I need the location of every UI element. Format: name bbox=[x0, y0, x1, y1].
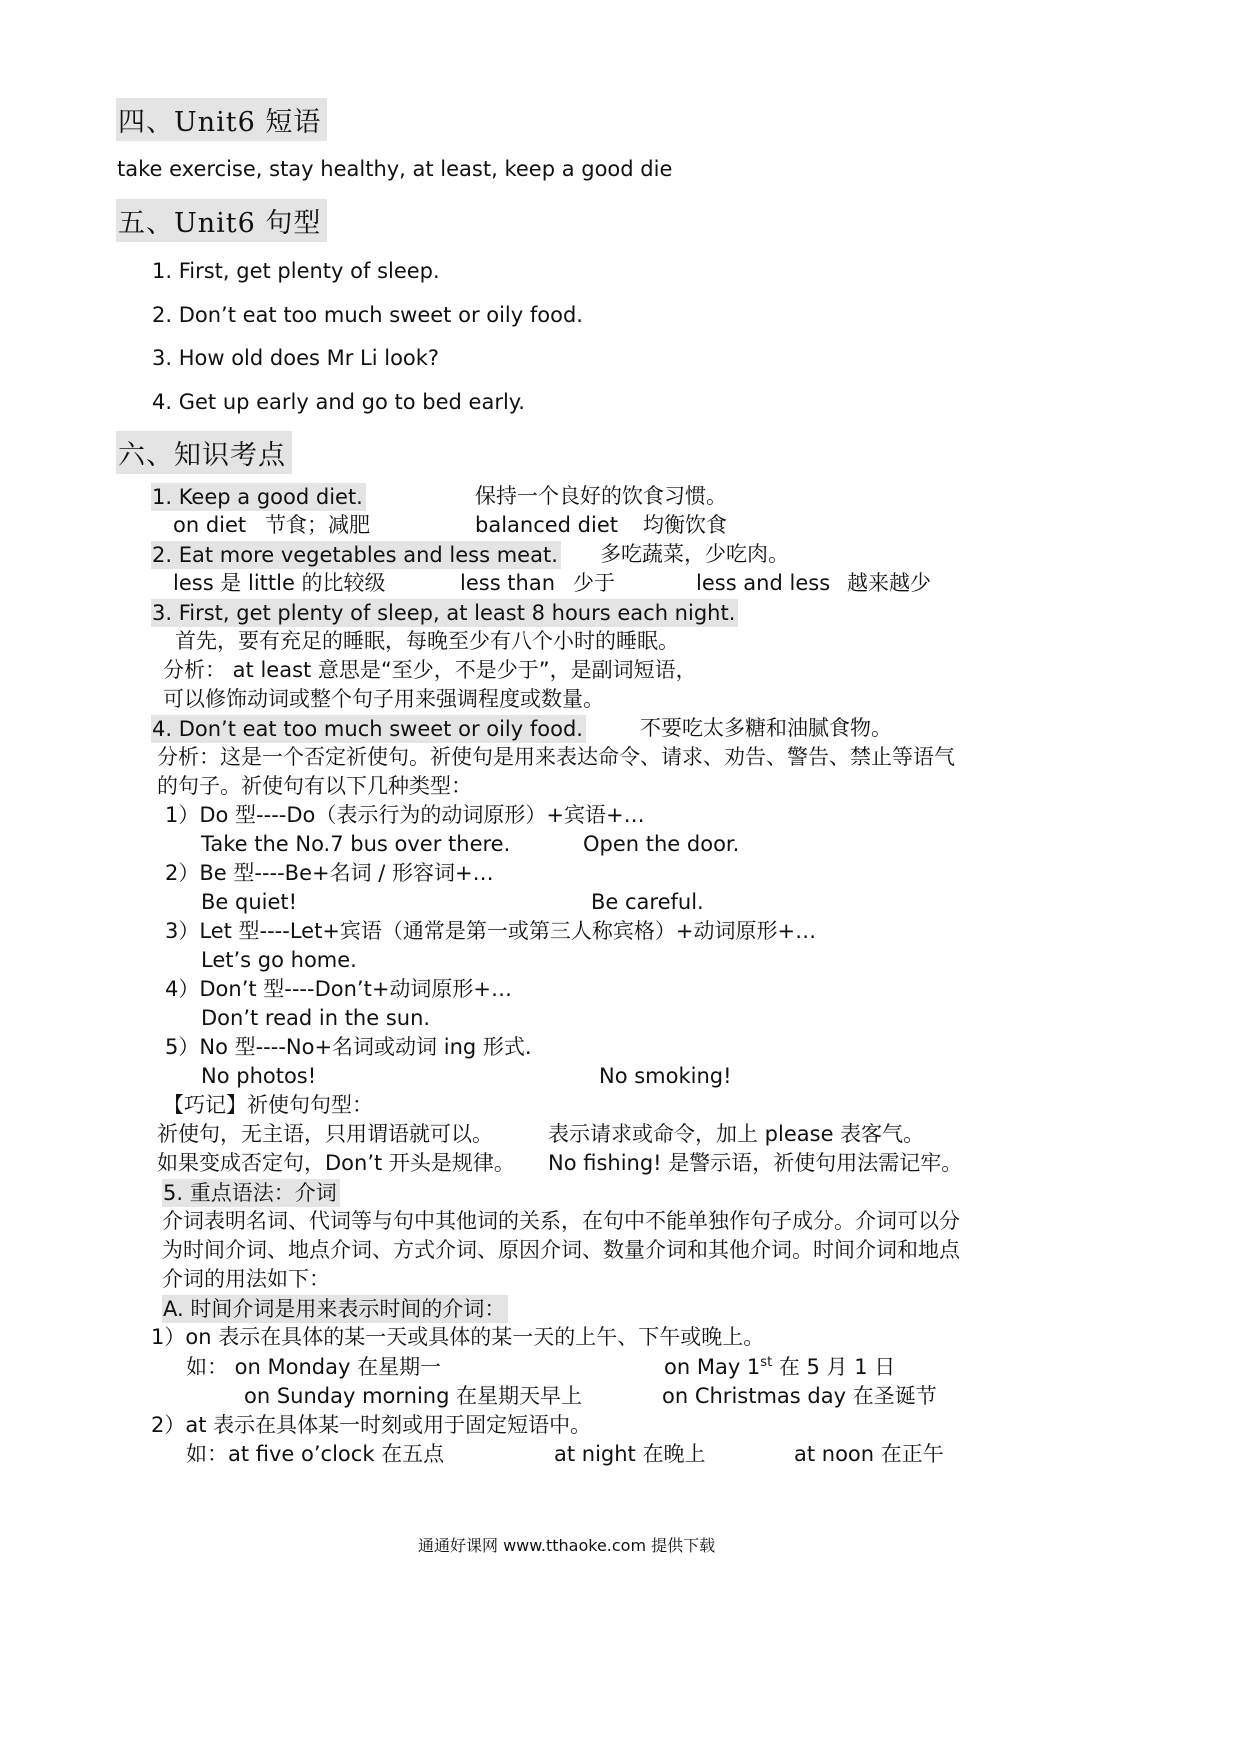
tip-line: 表示请求或命令，加上 please 表客气。 bbox=[548, 1122, 925, 1146]
section-4-title: 四、Unit6 短语 bbox=[116, 98, 327, 141]
point-2-en: 2. Eat more vegetables and less meat. bbox=[151, 541, 561, 569]
point-2-phrase-cn: 越来越少 bbox=[847, 571, 931, 595]
on-example: 如： on Monday 在星期一 bbox=[186, 1355, 442, 1379]
type-1-example: Take the No.7 bus over there. bbox=[201, 832, 511, 856]
point-1-en: 1. Keep a good diet. bbox=[151, 483, 366, 511]
grammar-text: 为时间介词、地点介词、方式介词、原因介词、数量介词和其他介词。时间介词和地点 bbox=[162, 1238, 960, 1262]
at-rule: 2）at 表示在具体某一时刻或用于固定短语中。 bbox=[151, 1413, 592, 1437]
point-4-en: 4. Don’t eat too much sweet or oily food. bbox=[151, 715, 586, 743]
on-example: on Sunday morning 在星期天早上 bbox=[244, 1384, 583, 1408]
grammar-title: 5. 重点语法：介词 bbox=[162, 1179, 340, 1207]
tip-line: 祈使句，无主语，只用谓语就可以。 bbox=[157, 1122, 493, 1146]
section-4-phrases: take exercise, stay healthy, at least, keep a good die bbox=[117, 157, 673, 181]
point-2-phrase-cn: 少于 bbox=[573, 571, 615, 595]
point-4-analysis: 分析：这是一个否定祈使句。祈使句是用来表达命令、请求、劝告、警告、禁止等语气 bbox=[157, 745, 955, 769]
type-5-example: No photos! bbox=[201, 1064, 317, 1088]
on-example: on Christmas day 在圣诞节 bbox=[662, 1384, 937, 1408]
type-1-rule: 1）Do 型----Do（表示行为的动词原形）+宾语+… bbox=[165, 803, 645, 827]
tip-title: 【巧记】祈使句句型： bbox=[163, 1093, 373, 1117]
type-1-example: Open the door. bbox=[583, 832, 740, 856]
grammar-subtitle: A. 时间介词是用来表示时间的介词： bbox=[162, 1295, 508, 1323]
point-3-cn: 首先，要有充足的睡眠，每晚至少有八个小时的睡眠。 bbox=[175, 629, 679, 653]
point-1-phrase-cn: 节食；减肥 bbox=[265, 513, 370, 537]
on-example: on May 1st 在 5 月 1 日 bbox=[664, 1355, 896, 1379]
point-2-note: less 是 little 的比较级 bbox=[173, 571, 386, 595]
grammar-text: 介词的用法如下： bbox=[162, 1267, 330, 1291]
point-3-analysis: 分析： at least 意思是“至少，不是少于”，是副词短语， bbox=[163, 658, 697, 682]
grammar-text: 介词表明名词、代词等与句中其他词的关系，在句中不能单独作句子成分。介词可以分 bbox=[162, 1209, 960, 1233]
point-1-phrase-cn: 均衡饮食 bbox=[643, 513, 727, 537]
point-2-phrase: less than bbox=[460, 571, 556, 595]
on-rule: 1）on 表示在具体的某一天或具体的某一天的上午、下午或晚上。 bbox=[151, 1325, 765, 1349]
sentence-item: 4. Get up early and go to bed early. bbox=[152, 390, 525, 414]
type-5-example: No smoking! bbox=[599, 1064, 732, 1088]
point-1-phrase: balanced diet bbox=[475, 513, 619, 537]
tip-line: No fishing! 是警示语，祈使句用法需记牢。 bbox=[548, 1151, 963, 1175]
type-3-rule: 3）Let 型----Let+宾语（通常是第一或第三人称宾格）+动词原形+… bbox=[165, 919, 817, 943]
section-5-title: 五、Unit6 句型 bbox=[116, 199, 327, 242]
sentence-item: 3. How old does Mr Li look? bbox=[152, 346, 440, 370]
type-2-rule: 2）Be 型----Be+名词 / 形容词+… bbox=[165, 861, 494, 885]
point-1-phrase: on diet bbox=[173, 513, 247, 537]
type-2-example: Be quiet! bbox=[201, 890, 298, 914]
type-2-example: Be careful. bbox=[591, 890, 704, 914]
point-3-en: 3. First, get plenty of sleep, at least 8 hours each night. bbox=[151, 599, 738, 627]
point-1-cn: 保持一个良好的饮食习惯。 bbox=[475, 484, 727, 508]
point-4-analysis: 的句子。祈使句有以下几种类型： bbox=[157, 774, 472, 798]
type-4-rule: 4）Don’t 型----Don’t+动词原形+… bbox=[165, 977, 513, 1001]
point-4-cn: 不要吃太多糖和油腻食物。 bbox=[640, 716, 892, 740]
tip-line: 如果变成否定句，Don’t 开头是规律。 bbox=[157, 1151, 515, 1175]
sentence-item: 2. Don’t eat too much sweet or oily food. bbox=[152, 303, 583, 327]
at-example: at noon 在正午 bbox=[794, 1442, 944, 1466]
point-2-cn: 多吃蔬菜，少吃肉。 bbox=[600, 542, 789, 566]
type-4-example: Don’t read in the sun. bbox=[201, 1006, 431, 1030]
point-3-analysis: 可以修饰动词或整个句子用来强调程度或数量。 bbox=[163, 687, 604, 711]
at-example: 如：at five o’clock 在五点 bbox=[186, 1442, 445, 1466]
type-3-example: Let’s go home. bbox=[201, 948, 357, 972]
footer-credit: 通通好课网 www.tthaoke.com 提供下载 bbox=[418, 1536, 716, 1555]
point-2-phrase: less and less bbox=[696, 571, 831, 595]
sentence-item: 1. First, get plenty of sleep. bbox=[152, 259, 440, 283]
section-6-title: 六、知识考点 bbox=[116, 431, 292, 474]
at-example: at night 在晚上 bbox=[554, 1442, 706, 1466]
type-5-rule: 5）No 型----No+名词或动词 ing 形式. bbox=[165, 1035, 532, 1059]
